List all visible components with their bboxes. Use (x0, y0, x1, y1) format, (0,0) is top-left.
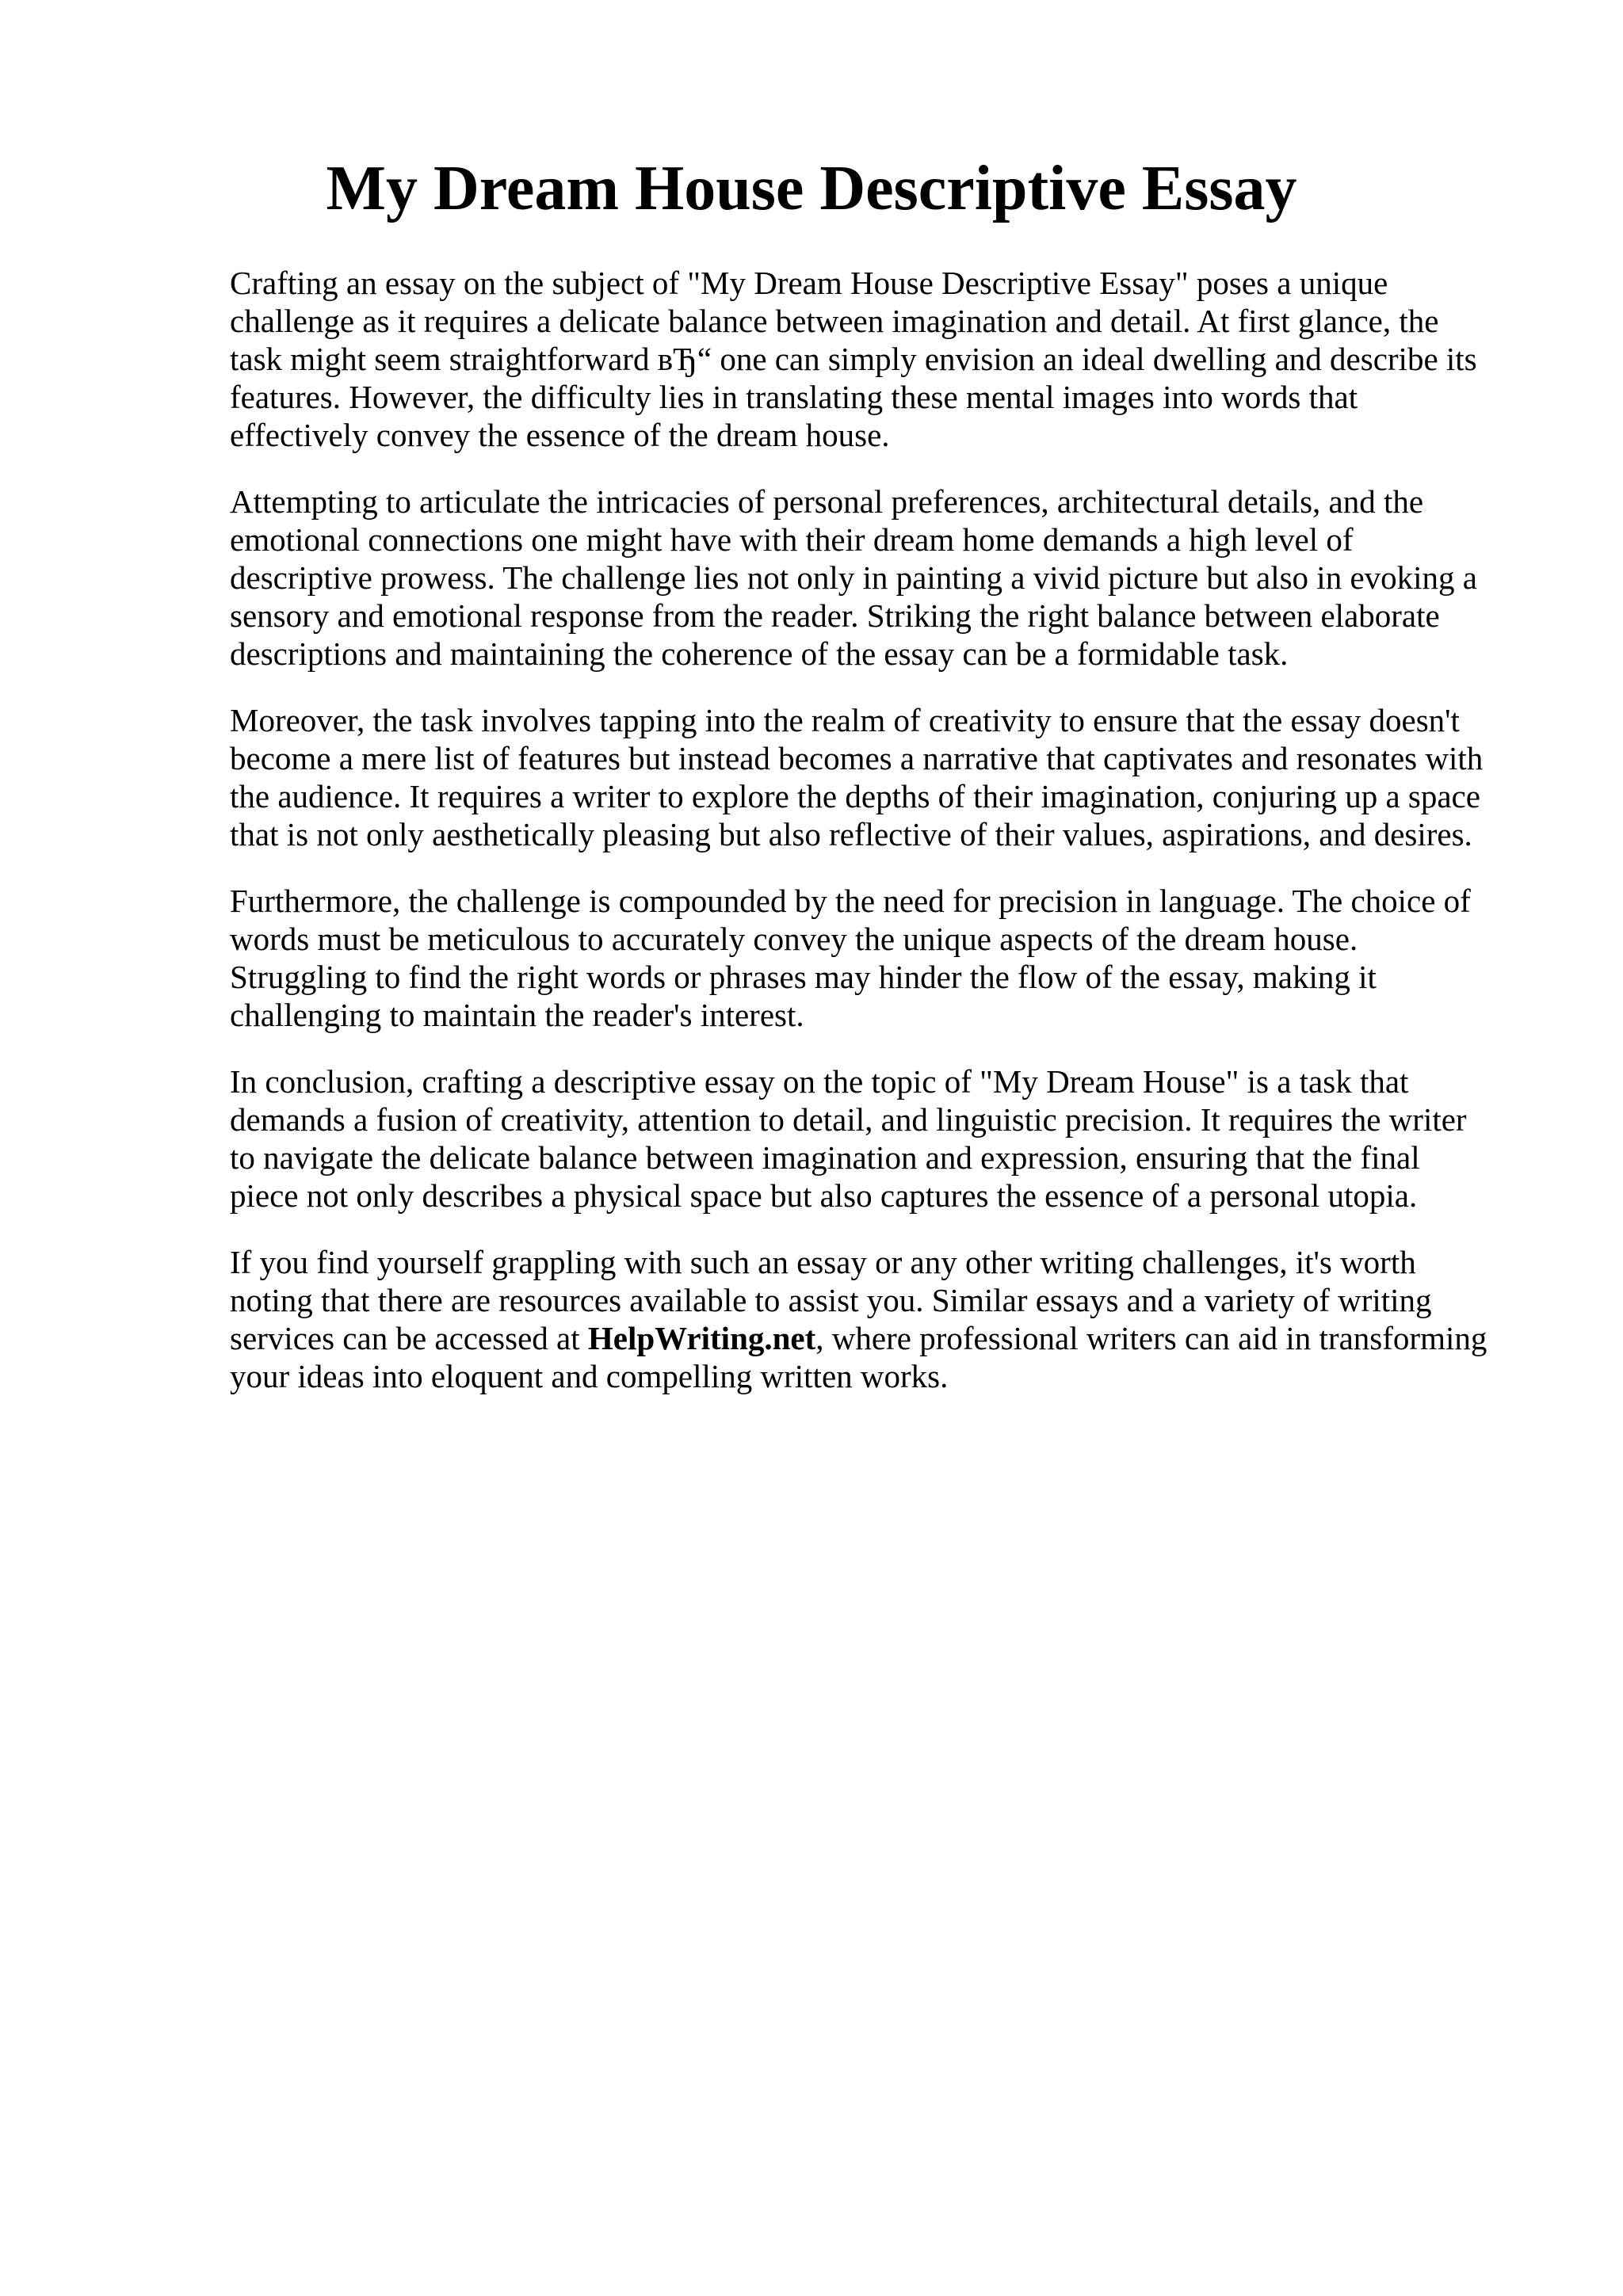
paragraph-4 (230, 882, 1529, 1034)
text-line-with-link (230, 1319, 1529, 1357)
paragraph-1 (230, 264, 1529, 454)
text-line: emotional connections one might have with their dream home demands a high level of (230, 521, 1354, 558)
text-line: Attempting to articulate the intricacies of personal preferences, architectural details, and the (230, 483, 1424, 520)
paragraph-3 (230, 701, 1529, 853)
text-line: noting that there are resources available to assist you. Similar essays and a variety of writing (230, 1282, 1432, 1318)
text-line: piece not only describes a physical space but also captures the essence of a personal utopia. (230, 1177, 1418, 1214)
text-line: Struggling to find the right words or phrases may hinder the flow of the essay, making it (230, 959, 1377, 995)
paragraph-5 (230, 1062, 1529, 1215)
text-line: effectively convey the essence of the dream house. (230, 417, 890, 453)
text-line: descriptions and maintaining the coherence of the essay can be a formidable task. (230, 635, 1289, 672)
text-line: demands a fusion of creativity, attention to detail, and linguistic precision. It requires the writer (230, 1101, 1467, 1138)
text-line: the audience. It requires a writer to explore the depths of their imagination, conjuring up a space (230, 778, 1480, 814)
text-line: to navigate the delicate balance between imagination and expression, ensuring that the final (230, 1139, 1420, 1176)
helpwriting-link[interactable]: HelpWriting.net (587, 1320, 816, 1356)
text-line: features. However, the difficulty lies in translating these mental images into words that (230, 379, 1358, 415)
text-line: your ideas into eloquent and compelling written works. (230, 1358, 949, 1394)
text-line: become a mere list of features but instead becomes a narrative that captivates and resonates with (230, 740, 1484, 776)
paragraph-6 (230, 1243, 1529, 1395)
text-line: Moreover, the task involves tapping into the realm of creativity to ensure that the essay doesn't (230, 702, 1460, 738)
paragraph-2 (230, 482, 1529, 673)
text-line: task might seem straightforward вЂ“ one can simply envision an ideal dwelling and describe its (230, 341, 1477, 377)
text-line: Crafting an essay on the subject of "My Dream House Descriptive Essay" poses a unique (230, 265, 1388, 301)
text-line: challenging to maintain the reader's interest. (230, 997, 804, 1033)
text-segment: , where professional writers can aid in transforming (815, 1320, 1487, 1356)
text-segment: services can be accessed at (230, 1320, 588, 1356)
text-line: In conclusion, crafting a descriptive essay on the topic of "My Dream House" is a task that (230, 1063, 1409, 1100)
essay-body (230, 264, 1529, 1424)
text-line: that is not only aesthetically pleasing but also reflective of their values, aspirations, and desires. (230, 816, 1472, 852)
text-line: words must be meticulous to accurately convey the unique aspects of the dream house. (230, 921, 1358, 957)
text-line: sensory and emotional response from the reader. Striking the right balance between elaborate (230, 597, 1440, 634)
text-line: Furthermore, the challenge is compounded by the need for precision in language. The choice of (230, 883, 1471, 919)
document-title: My Dream House Descriptive Essay (326, 154, 1297, 223)
text-line: If you find yourself grappling with such an essay or any other writing challenges, it's worth (230, 1244, 1416, 1280)
text-line: descriptive prowess. The challenge lies not only in painting a vivid picture but also in evoking a (230, 559, 1477, 596)
text-line: challenge as it requires a delicate balance between imagination and detail. At first glance, the (230, 303, 1439, 339)
